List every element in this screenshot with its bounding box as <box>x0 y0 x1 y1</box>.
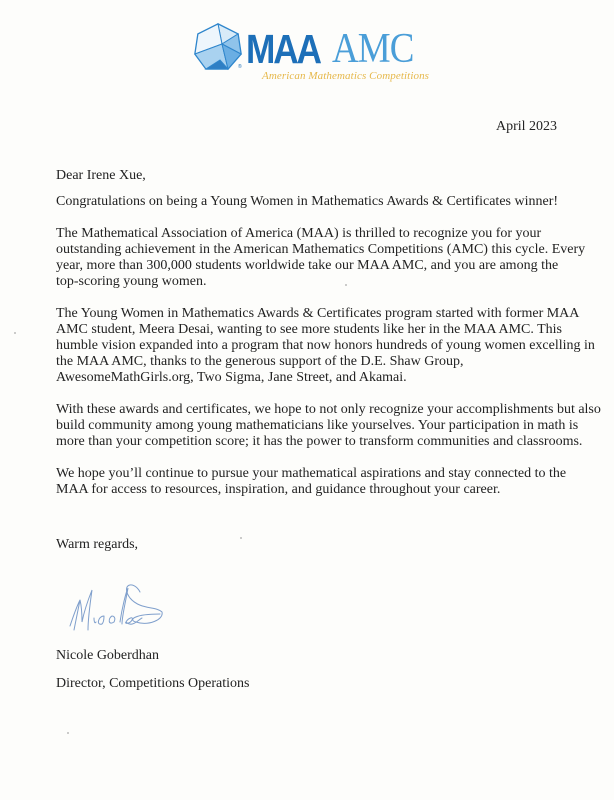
paragraph-1 <box>56 226 585 290</box>
scan-speck <box>14 332 16 334</box>
icosahedron-icon <box>192 22 244 72</box>
letter-date: April 2023 <box>496 119 558 134</box>
paragraph-4 <box>56 466 566 498</box>
paragraph-line: outstanding achievement in the American Mathematics Competitions (AMC) this cycle. Every <box>56 242 586 257</box>
paragraph-line: With these awards and certificates, we hope to not only recognize your accomplishments but also <box>56 402 601 417</box>
paragraph-line: AwesomeMathGirls.org, Two Sigma, Jane Street, and Akamai. <box>56 370 407 385</box>
paragraph-line: AMC student, Meera Desai, wanting to see more students like her in the MAA AMC. This <box>56 322 563 337</box>
salutation: Dear Irene Xue, <box>56 168 146 183</box>
intro-line: Congratulations on being a Young Women in Mathematics Awards & Certificates winner! <box>56 194 559 209</box>
scan-speck <box>345 284 347 286</box>
brand-maa: MAA <box>246 26 320 72</box>
paragraph-line: MAA for access to resources, inspiration, and guidance throughout your career. <box>56 482 501 497</box>
closing: Warm regards, <box>56 537 139 552</box>
paragraph-3 <box>56 402 601 450</box>
scan-speck <box>240 537 242 539</box>
logo-tagline: American Mathematics Competitions <box>262 70 430 82</box>
paragraph-line: We hope you’ll continue to pursue your mathematical aspirations and stay connected to the <box>56 466 567 481</box>
paragraph-line: build community among young mathematicians like yourselves. Your participation in math is <box>56 418 579 433</box>
paragraph-line: The Mathematical Association of America (MAA) is thrilled to recognize you for your <box>56 226 542 241</box>
scan-speck <box>67 732 69 734</box>
paragraph-line: the MAA AMC, thanks to the generous support of the D.E. Shaw Group, <box>56 354 464 369</box>
paragraph-line: year, more than 300,000 students worldwide take our MAA AMC, and you are among the <box>56 258 559 273</box>
brand-amc: AMC <box>332 26 414 72</box>
paragraph-line: The Young Women in Mathematics Awards & Certificates program started with former MAA <box>56 306 580 321</box>
registered-mark: ® <box>238 64 242 70</box>
paragraph-2 <box>56 306 595 386</box>
maa-amc-logo <box>192 22 432 86</box>
paragraph-line: more than your competition score; it has the power to transform communities and classrooms. <box>56 434 583 449</box>
paragraph-line: top-scoring young women. <box>56 274 207 289</box>
signer-title: Director, Competitions Operations <box>56 676 250 691</box>
signer-name: Nicole Goberdhan <box>56 648 160 663</box>
handwritten-signature-icon <box>64 578 174 648</box>
paragraph-line: humble vision expanded into a program that now honors hundreds of young women excelling in <box>56 338 595 353</box>
